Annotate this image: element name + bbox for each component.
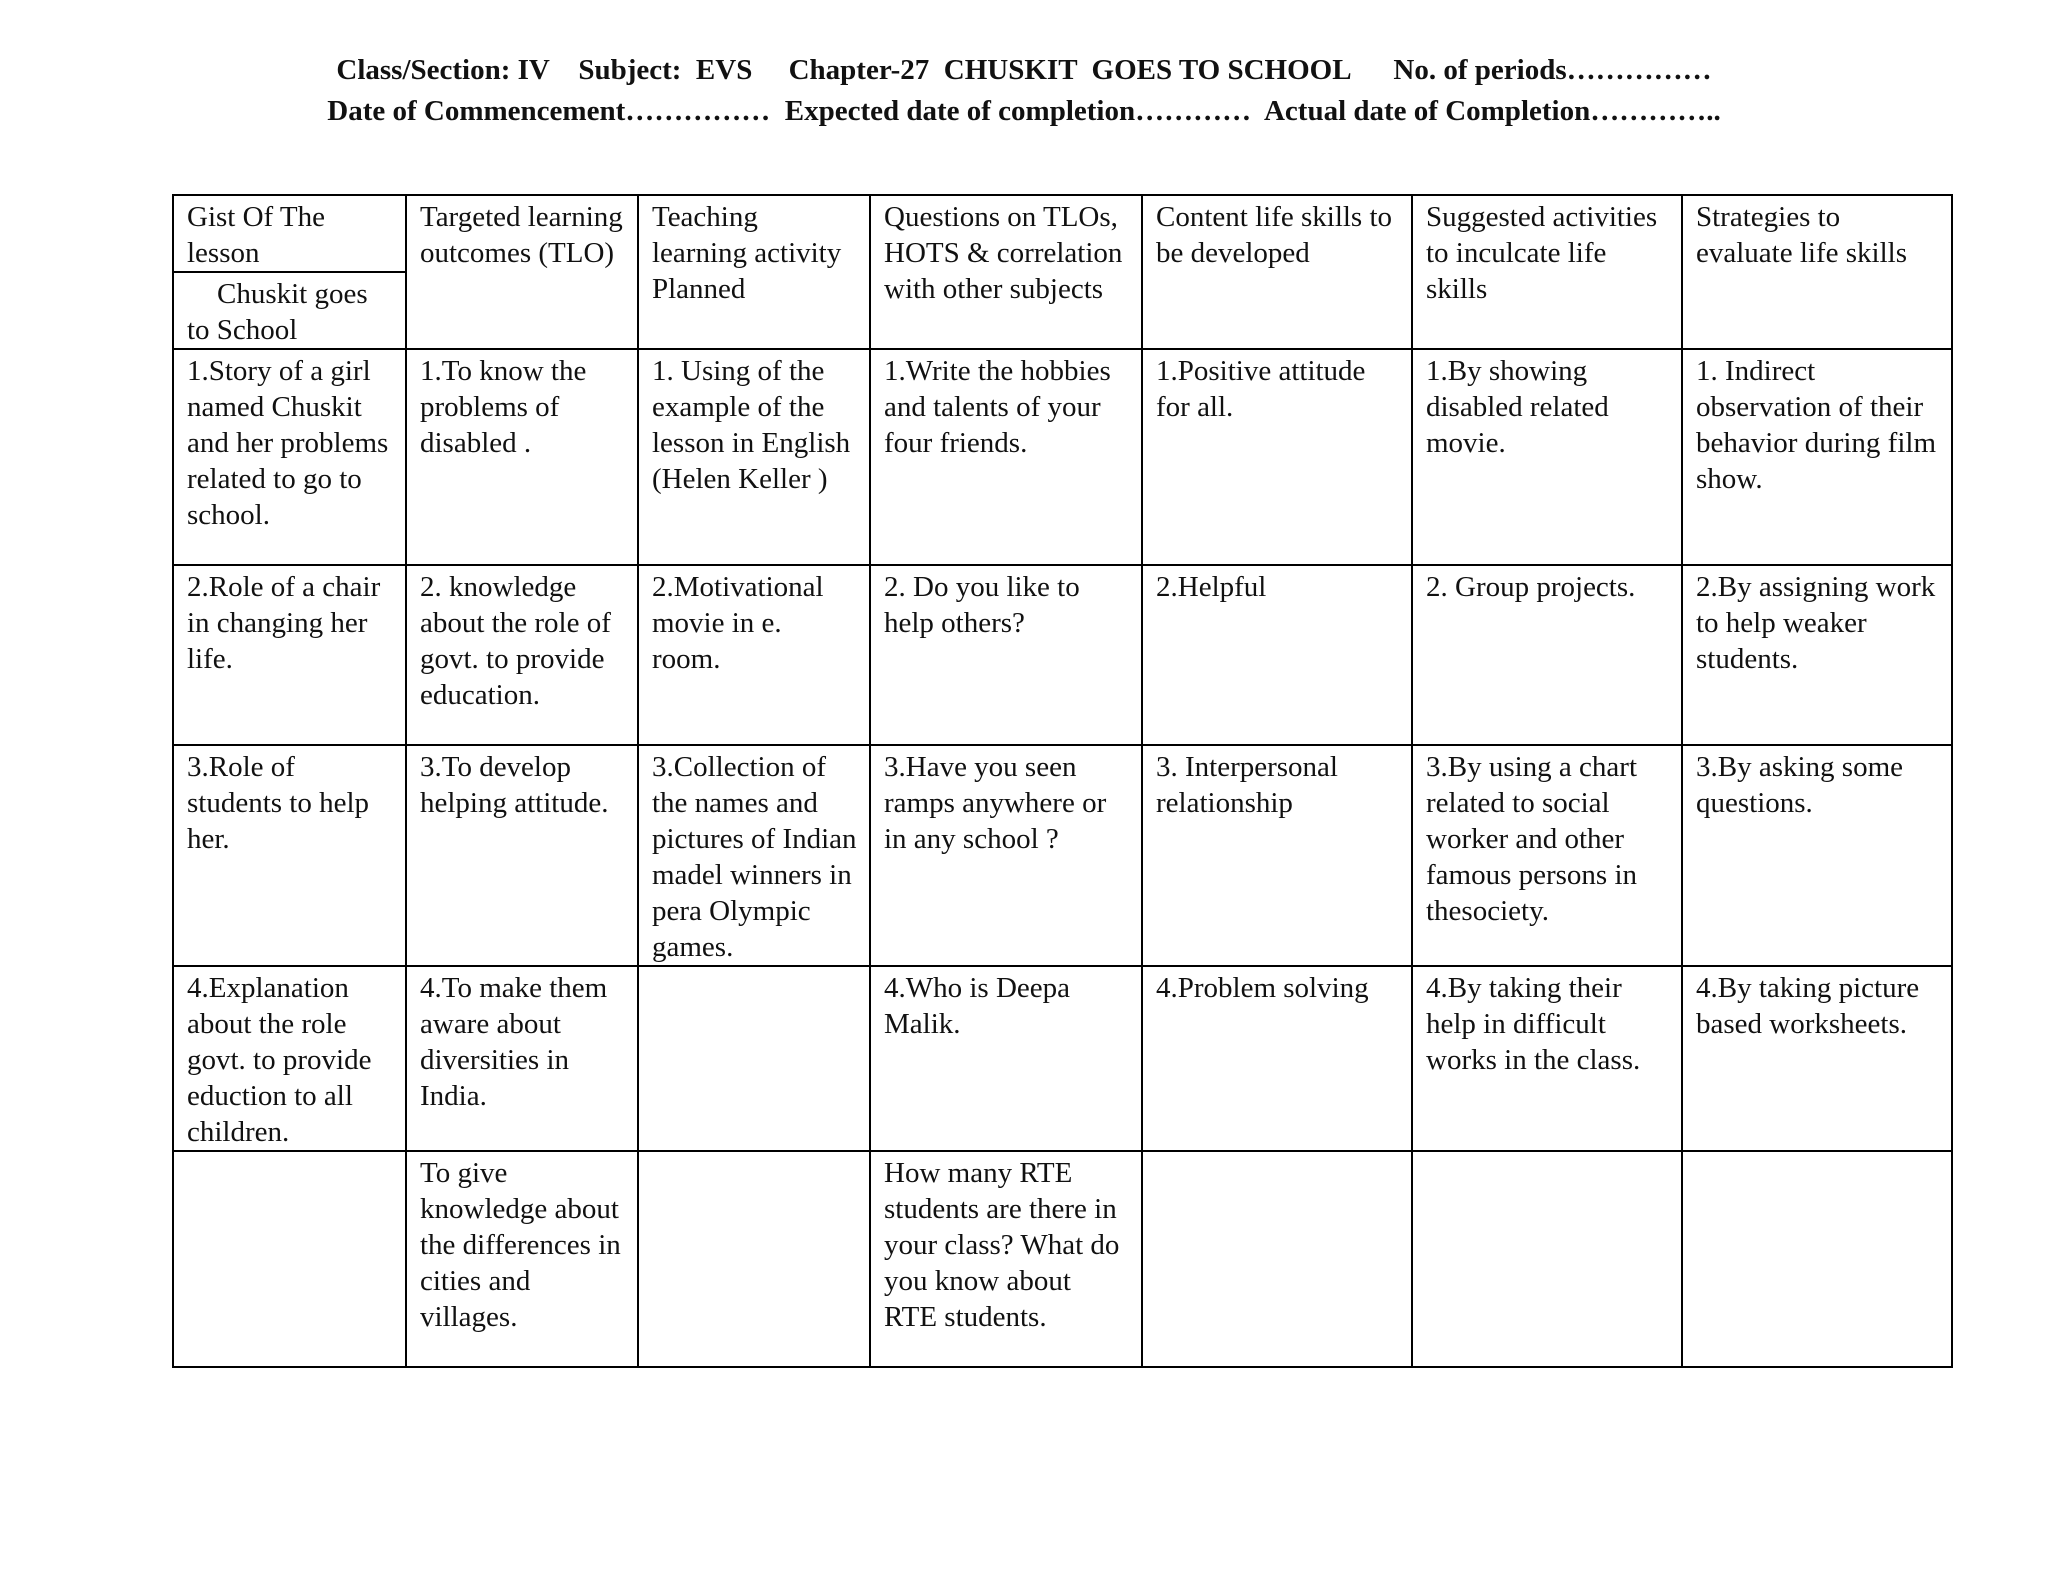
header-strategies: Strategies to evaluate life skills xyxy=(1682,195,1952,349)
cell-strategies: 4.By taking picture based worksheets. xyxy=(1682,966,1952,1151)
cell-strategies: 3.By asking some questions. xyxy=(1682,745,1952,966)
cell-activity: 1. Using of the example of the lesson in English (Helen Keller ) xyxy=(638,349,870,565)
cell-activity xyxy=(638,966,870,1151)
table-row xyxy=(173,565,1952,745)
cell-gist: 1.Story of a girl named Chuskit and her problems related to go to school. xyxy=(173,349,406,565)
cell-tlo: To give knowledge about the differences in cities and villages. xyxy=(406,1151,638,1367)
header-suggested: Suggested activities to inculcate life skills xyxy=(1412,195,1682,349)
cell-life-skills: 1.Positive attitude for all. xyxy=(1142,349,1412,565)
cell-suggested: 3.By using a chart related to social worker and other famous persons in thesociety. xyxy=(1412,745,1682,966)
cell-gist: 2.Role of a chair in changing her life. xyxy=(173,565,406,745)
cell-tlo: 3.To develop helping attitude. xyxy=(406,745,638,966)
cell-questions: 2. Do you like to help others? xyxy=(870,565,1142,745)
cell-suggested: 1.By showing disabled related movie. xyxy=(1412,349,1682,565)
table-row xyxy=(173,349,1952,565)
cell-questions: How many RTE students are there in your class? What do you know about RTE students. xyxy=(870,1151,1142,1367)
header-questions: Questions on TLOs, HOTS & correlation with other subjects xyxy=(870,195,1142,349)
header-activity: Teaching learning activity Planned xyxy=(638,195,870,349)
cell-strategies: 2.By assigning work to help weaker students. xyxy=(1682,565,1952,745)
table-header-row xyxy=(173,195,1952,272)
cell-tlo: 2. knowledge about the role of govt. to provide education. xyxy=(406,565,638,745)
table-row xyxy=(173,745,1952,966)
cell-suggested xyxy=(1412,1151,1682,1367)
cell-strategies xyxy=(1682,1151,1952,1367)
cell-life-skills xyxy=(1142,1151,1412,1367)
header-gist-chapter: Chuskit goes to School xyxy=(173,272,406,349)
cell-tlo: 1.To know the problems of disabled . xyxy=(406,349,638,565)
cell-life-skills: 3. Interpersonal relationship xyxy=(1142,745,1412,966)
lesson-plan-table xyxy=(172,194,1953,1368)
header-tlo: Targeted learning outcomes (TLO) xyxy=(406,195,638,349)
cell-suggested: 4.By taking their help in difficult works in the class. xyxy=(1412,966,1682,1151)
cell-questions: 1.Write the hobbies and talents of your four friends. xyxy=(870,349,1142,565)
table-row xyxy=(173,966,1952,1151)
header-gist: Gist Of The lesson xyxy=(173,195,406,272)
cell-gist: 4.Explanation about the role govt. to provide eduction to all children. xyxy=(173,966,406,1151)
cell-gist: 3.Role of students to help her. xyxy=(173,745,406,966)
cell-life-skills: 4.Problem solving xyxy=(1142,966,1412,1151)
cell-strategies: 1. Indirect observation of their behavior during film show. xyxy=(1682,349,1952,565)
cell-questions: 3.Have you seen ramps anywhere or in any school ? xyxy=(870,745,1142,966)
cell-life-skills: 2.Helpful xyxy=(1142,565,1412,745)
cell-suggested: 2. Group projects. xyxy=(1412,565,1682,745)
cell-tlo: 4.To make them aware about diversities in India. xyxy=(406,966,638,1151)
header-line-2: Date of Commencement…………… Expected date of completion………… Actual date of Completion………….. xyxy=(327,95,1721,127)
header-line-1: Class/Section: IV Subject: EVS Chapter-27 CHUSKIT GOES TO SCHOOL No. of periods…………… xyxy=(336,54,1712,86)
cell-activity: 3.Collection of the names and pictures of Indian madel winners in pera Olympic games. xyxy=(638,745,870,966)
table-row xyxy=(173,1151,1952,1367)
cell-activity xyxy=(638,1151,870,1367)
header-life-skills: Content life skills to be developed xyxy=(1142,195,1412,349)
cell-questions: 4.Who is Deepa Malik. xyxy=(870,966,1142,1151)
cell-activity: 2.Motivational movie in e. room. xyxy=(638,565,870,745)
cell-gist xyxy=(173,1151,406,1367)
